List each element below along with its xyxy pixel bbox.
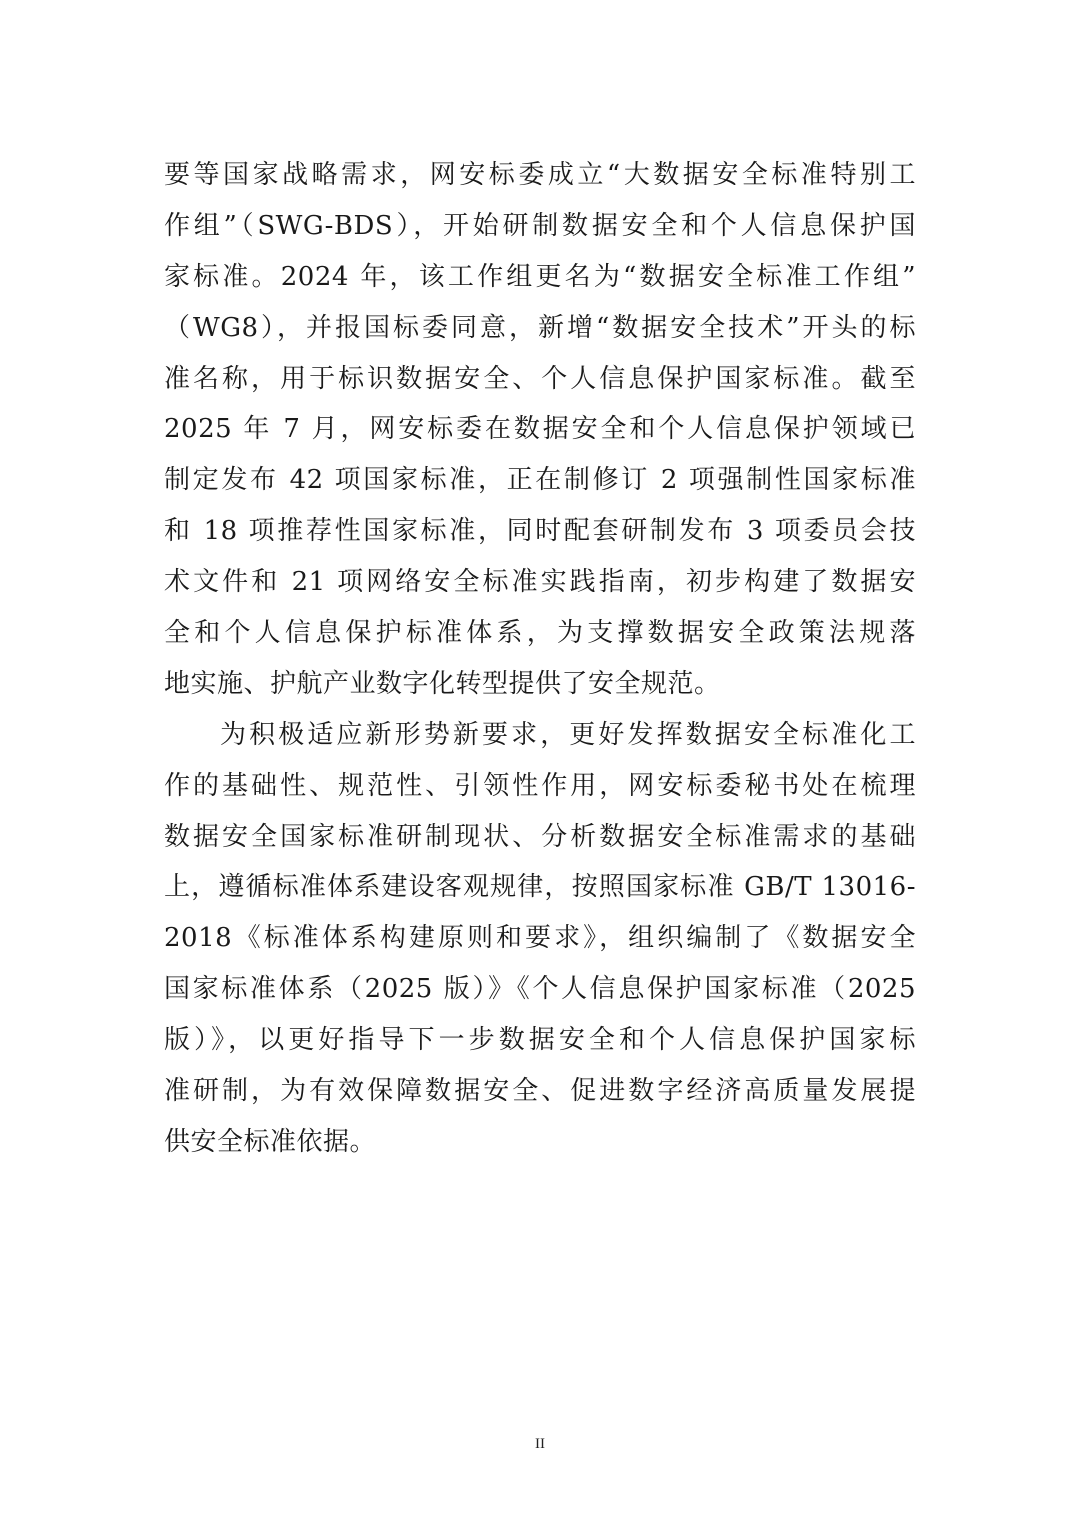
body-text bbox=[164, 150, 916, 1168]
paragraph-2 bbox=[164, 710, 916, 1168]
text-line: 数据安全国家标准研制现状、分析数据安全标准需求的基础 bbox=[164, 821, 916, 852]
text-line: 2025 年 7 月，网安标委在数据安全和个人信息保护领域已 bbox=[164, 414, 916, 445]
paragraph-1 bbox=[164, 150, 916, 710]
text-line: 和 18 项推荐性国家标准，同时配套研制发布 3 项委员会技 bbox=[164, 516, 916, 547]
text-line: 作组”（SWG-BDS），开始研制数据安全和个人信息保护国 bbox=[164, 210, 916, 241]
text-line: （WG8），并报国标委同意，新增“数据安全技术”开头的标 bbox=[164, 312, 916, 343]
text-line: 准研制，为有效保障数据安全、促进数字经济高质量发展提 bbox=[164, 1076, 916, 1107]
text-line: 为积极适应新形势新要求，更好发挥数据安全标准化工 bbox=[220, 719, 916, 750]
text-line: 国家标准体系（2025 版）》《个人信息保护国家标准（2025 bbox=[164, 974, 916, 1005]
text-line: 供安全标准依据。 bbox=[164, 1126, 377, 1157]
text-line: 作的基础性、规范性、引领性作用，网安标委秘书处在梳理 bbox=[164, 770, 916, 801]
text-line: 全和个人信息保护标准体系，为支撑数据安全政策法规落 bbox=[164, 618, 916, 649]
text-line: 地实施、护航产业数字化转型提供了安全规范。 bbox=[164, 668, 721, 699]
text-line: 家标准。2024 年，该工作组更名为“数据安全标准工作组” bbox=[164, 261, 916, 292]
page-number: II bbox=[535, 1436, 545, 1452]
text-line: 制定发布 42 项国家标准，正在制修订 2 项强制性国家标准 bbox=[164, 465, 916, 496]
text-line: 上，遵循标准体系建设客观规律，按照国家标准 GB/T 13016- bbox=[164, 872, 916, 903]
text-line: 2018《标准体系构建原则和要求》，组织编制了《数据安全 bbox=[164, 923, 916, 954]
text-line: 版）》，以更好指导下一步数据安全和个人信息保护国家标 bbox=[164, 1025, 916, 1056]
text-line: 准名称，用于标识数据安全、个人信息保护国家标准。截至 bbox=[164, 363, 916, 394]
text-line: 要等国家战略需求，网安标委成立“大数据安全标准特别工 bbox=[164, 160, 916, 190]
text-line: 术文件和 21 项网络安全标准实践指南，初步构建了数据安 bbox=[164, 567, 916, 598]
